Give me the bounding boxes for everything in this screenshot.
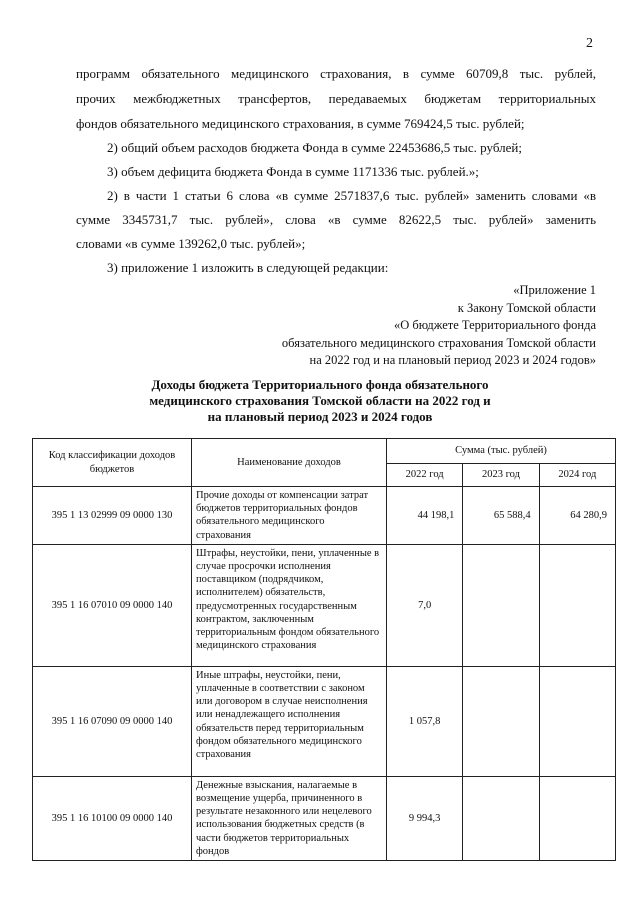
- appendix-line: «Приложение 1: [513, 283, 596, 297]
- appendix-reference: [282, 282, 596, 370]
- row-code: 395 1 16 07010 09 0000 140: [33, 544, 192, 666]
- header-code: Код классификации доходов бюджетов: [33, 439, 192, 487]
- appendix-line: «О бюджете Территориального фонда: [393, 318, 596, 332]
- page-number: 2: [586, 36, 593, 51]
- header-sum: Сумма (тыс. рублей): [387, 439, 616, 464]
- title-line: на плановый период 2023 и 2024 годов: [207, 409, 433, 424]
- row-2024: [539, 544, 615, 666]
- row-code: 395 1 13 02999 09 0000 130: [33, 487, 192, 545]
- row-2022: 1 057,8: [387, 666, 463, 776]
- paragraph-line: 2) в части 1 статьи 6 слова «в сумме 2571837,6 тыс. рублей» заменить словами «в: [107, 188, 596, 203]
- row-name: Денежные взыскания, налагаемые в возмещение ущерба, причиненного в результате незаконного или нецелевого использования бюджетных средств (в части бюджетов территориальных фондов: [192, 776, 387, 860]
- appendix-line: к Закону Томской области: [457, 300, 596, 315]
- paragraph-line: 3) объем дефицита бюджета Фонда в сумме 1171336 тыс. рублей.»;: [107, 164, 479, 179]
- paragraph-line: фондов обязательного медицинского страхования, в сумме 769424,5 тыс. рублей;: [76, 116, 525, 131]
- row-name: Штрафы, неустойки, пени, уплаченные в случае просрочки исполнения поставщиком (подрядчиком, исполнителем) обязательств, предусмотренных государственным контрактом, заключенным территориальным фондом обязательного медицинского страхования: [192, 544, 387, 666]
- row-2023: 65 588,4: [463, 487, 539, 545]
- row-2024: 64 280,9: [539, 487, 615, 545]
- row-2022: 7,0: [387, 544, 463, 666]
- header-2023: 2023 год: [463, 464, 539, 487]
- table-row: [33, 776, 616, 860]
- title-line: медицинского страхования Томской области на 2022 год и: [149, 393, 491, 408]
- table-title: [0, 377, 640, 425]
- row-2023: [463, 544, 539, 666]
- row-code: 395 1 16 07090 09 0000 140: [33, 666, 192, 776]
- row-2024: [539, 666, 615, 776]
- title-line: Доходы бюджета Территориального фонда обязательного: [151, 377, 489, 392]
- paragraph-line: 2) общий объем расходов бюджета Фонда в сумме 22453686,5 тыс. рублей;: [107, 140, 522, 155]
- table-row: [33, 544, 616, 666]
- appendix-line: обязательного медицинского страхования Томской области: [281, 335, 596, 350]
- header-name: Наименование доходов: [192, 439, 387, 487]
- row-name: Прочие доходы от компенсации затрат бюджетов территориальных фондов обязательного медицинского страхования: [192, 487, 387, 545]
- row-2022: 9 994,3: [387, 776, 463, 860]
- row-2024: [539, 776, 615, 860]
- paragraph-line: словами «в сумме 139262,0 тыс. рублей»;: [76, 236, 306, 251]
- row-2023: [463, 666, 539, 776]
- table-row: [33, 487, 616, 545]
- row-code: 395 1 16 10100 09 0000 140: [33, 776, 192, 860]
- row-2022: 44 198,1: [387, 487, 463, 545]
- table-row: [33, 666, 616, 776]
- row-2023: [463, 776, 539, 860]
- paragraph-line: 3) приложение 1 изложить в следующей редакции:: [107, 260, 389, 275]
- header-2022: 2022 год: [387, 464, 463, 487]
- appendix-line: на 2022 год и на плановый период 2023 и 2024 годов»: [309, 353, 596, 367]
- paragraph-line: сумме 3345731,7 тыс. рублей», слова «в сумме 82622,5 тыс. рублей» заменить: [76, 212, 596, 227]
- paragraph-line: прочих межбюджетных трансфертов, передаваемых бюджетам территориальных: [76, 91, 596, 106]
- header-2024: 2024 год: [539, 464, 615, 487]
- row-name: Иные штрафы, неустойки, пени, уплаченные в соответствии с законом или договором в случае неисполнения или ненадлежащего исполнения обязательств перед территориальным фондом обязательного медицинского страхования: [192, 666, 387, 776]
- income-table: [32, 438, 616, 861]
- paragraph-line: программ обязательного медицинского страхования, в сумме 60709,8 тыс. рублей,: [76, 66, 596, 81]
